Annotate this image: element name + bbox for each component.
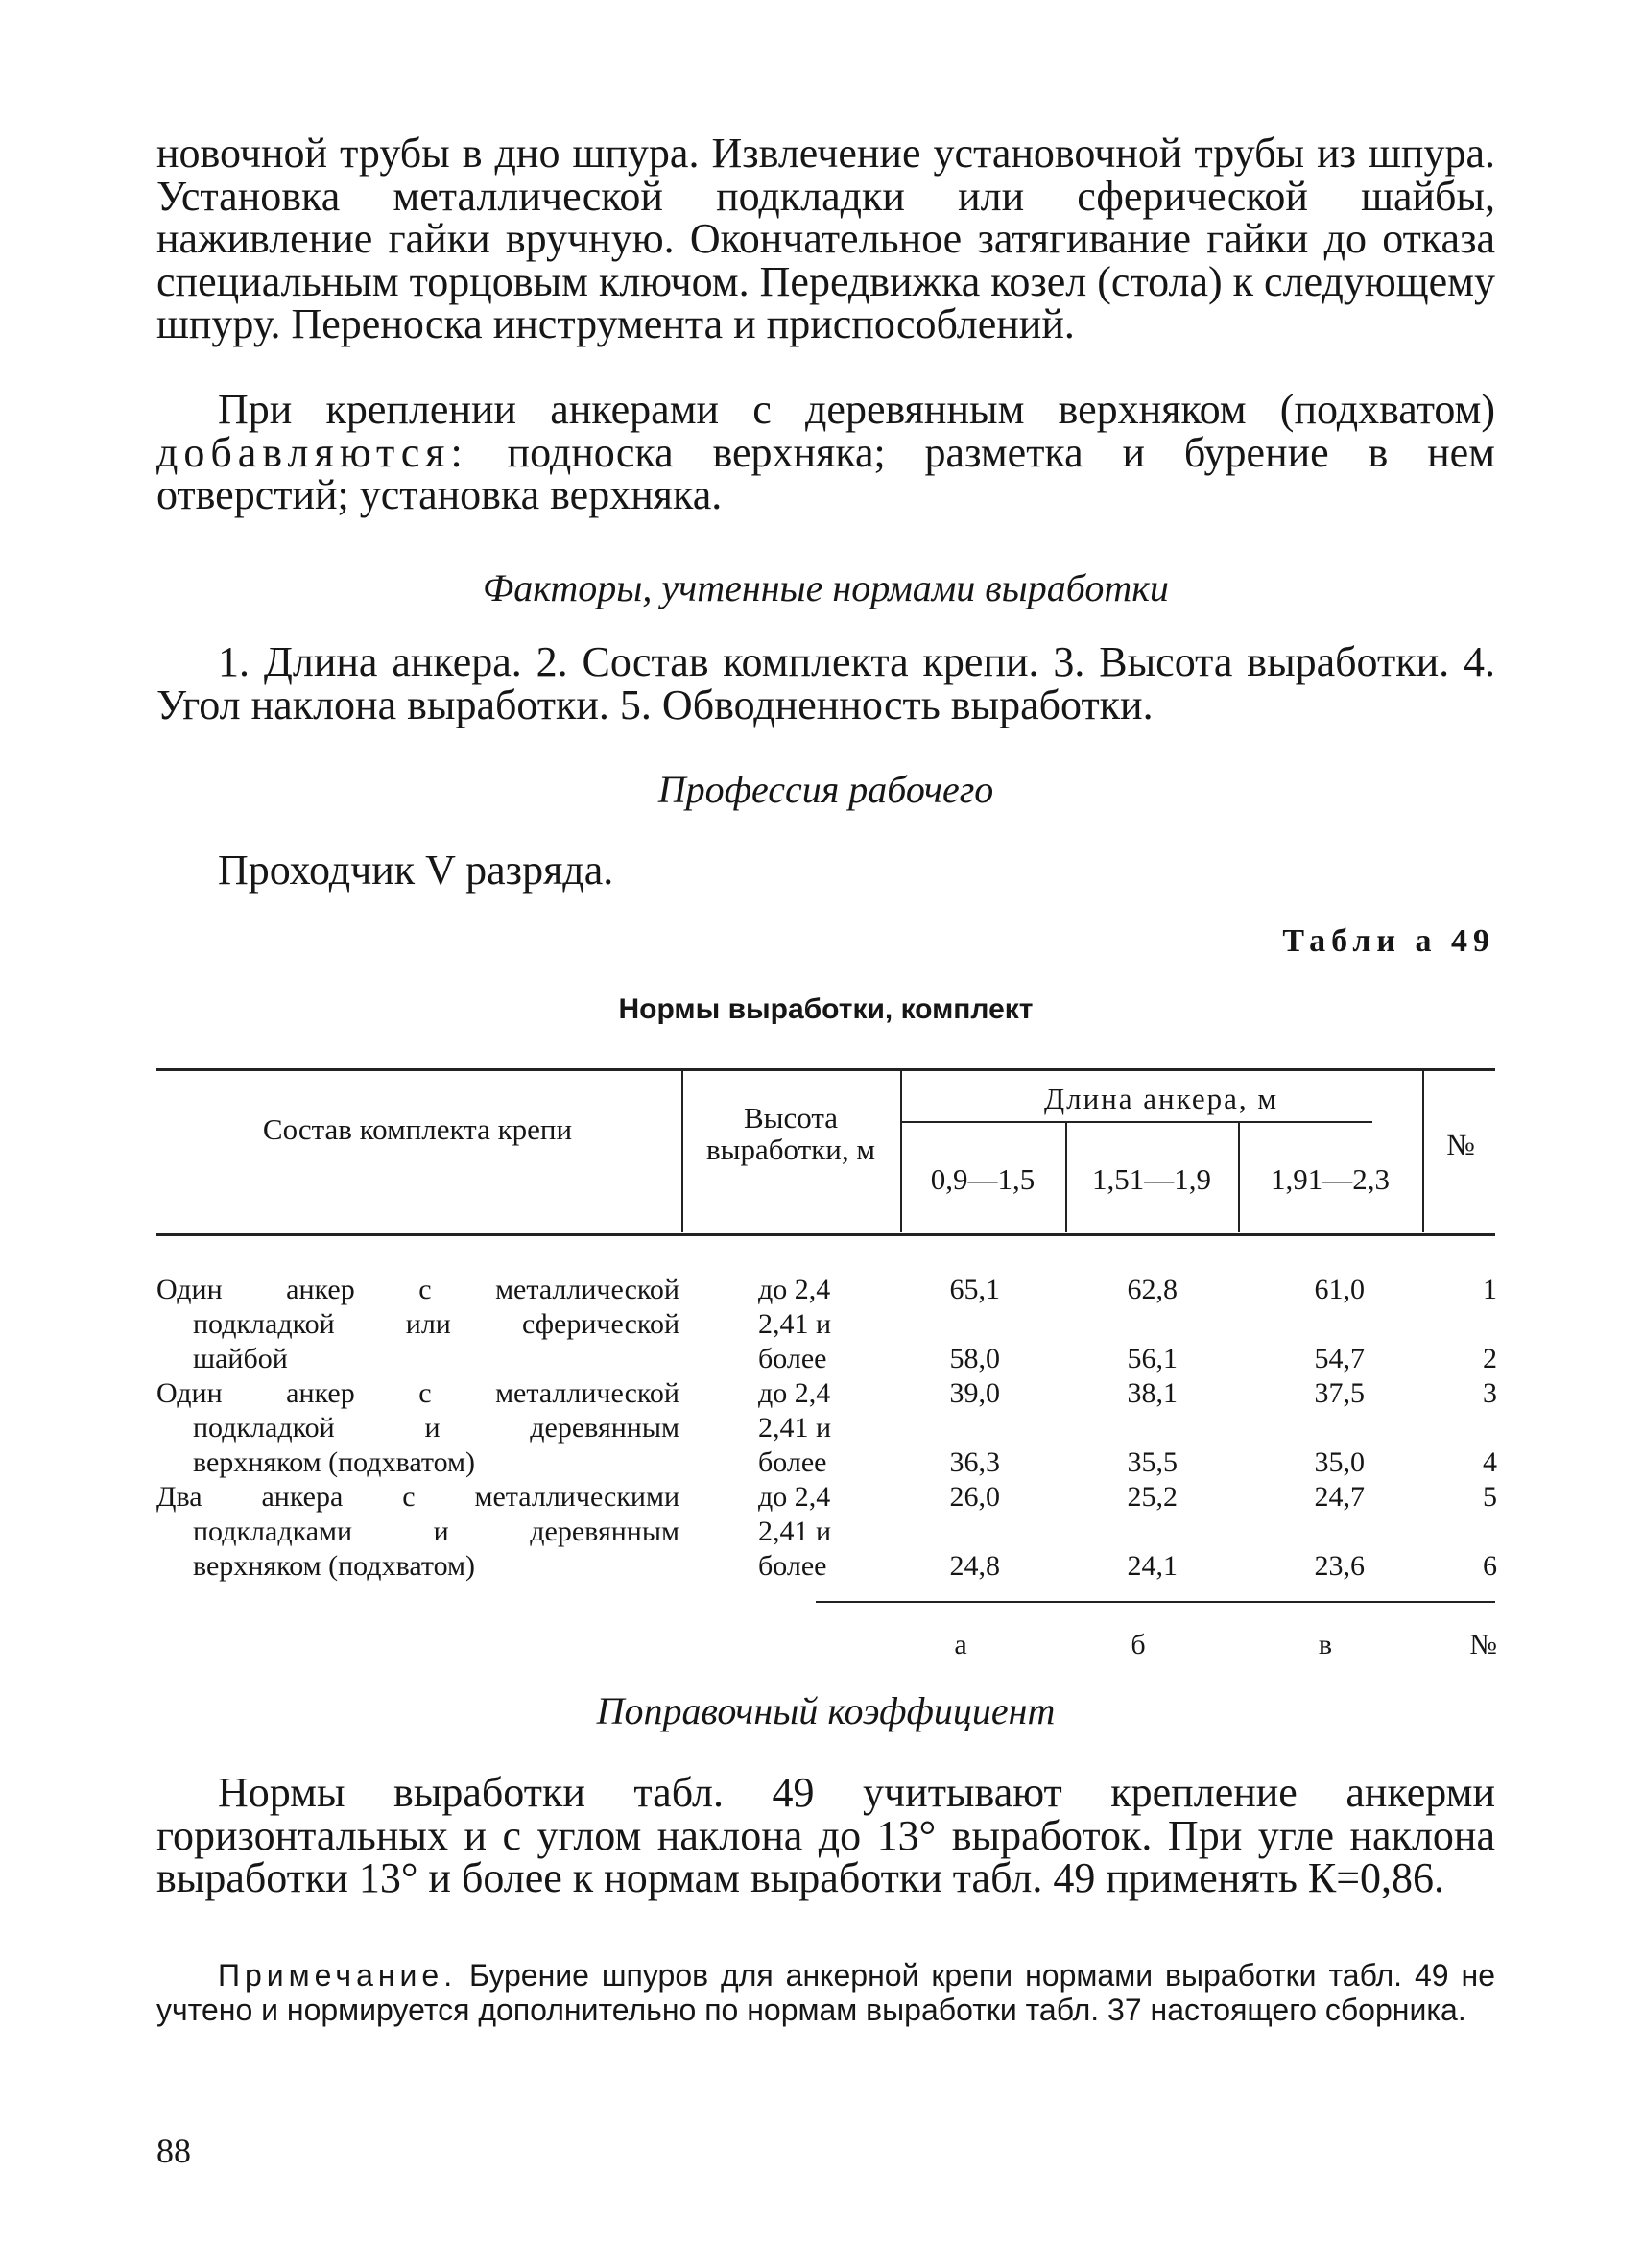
group-2-heights [758, 1376, 873, 1480]
group-1-height-3: более [758, 1343, 827, 1374]
footer-col-b: б [1131, 1629, 1146, 1660]
profession-text: Проходчик V разряда. [218, 847, 614, 894]
header-anchor-length: Длина анкера, м [1043, 1082, 1279, 1115]
paragraph-1-text: новочной трубы в дно шпура. Извлечение установочной трубы из шпура. Установка металлической подкладки или сферической шайбы, наживление гайки вручную. Окончательное затягивание гайки до отказа специальным торцовым ключом. Передвижка козел (стола) к следующему шпуру. Переноска инструмента и приспособлений. [156, 130, 1495, 347]
table-footer-rule [816, 1601, 1495, 1603]
paragraph-2-spaced: добавляются: [156, 428, 468, 476]
row-5-col-b: 25,2 [1127, 1481, 1178, 1513]
paragraph-2-text [156, 386, 1495, 518]
factors-heading: Факторы, учтенные нормами выработки [483, 566, 1169, 609]
row-2-col-c: 54,7 [1314, 1343, 1365, 1374]
group-1-heights [758, 1273, 873, 1376]
group-2-line-2: подкладкой и деревянным [193, 1412, 679, 1444]
row-5-col-a: 26,0 [949, 1481, 1000, 1513]
row-5-number: 5 [1483, 1481, 1497, 1513]
row-2-col-a: 58,0 [949, 1343, 1000, 1374]
group-1-line-3: шайбой [193, 1343, 288, 1374]
group-3-height-2: 2,41 и [758, 1516, 832, 1547]
row-2-number: 2 [1483, 1343, 1497, 1374]
note-block [156, 1958, 1495, 2027]
header-col-c: 1,91—2,3 [1271, 1162, 1390, 1196]
header-col-a: 0,9—1,5 [930, 1162, 1036, 1196]
group-2-height-2: 2,41 и [758, 1412, 832, 1444]
group-1-description [156, 1273, 679, 1376]
table-header-bottom-rule [156, 1233, 1495, 1236]
group-1-line-1: Один анкер с металлической [156, 1274, 679, 1305]
group-3-heights [758, 1480, 873, 1584]
page-number: 88 [156, 2132, 191, 2170]
profession-block [156, 849, 1495, 893]
note-text [156, 1958, 1495, 2027]
factors-text: 1. Длина анкера. 2. Состав комплекта крепи. 3. Высота выработки. 4. Угол наклона выработки. 5. Обводненность выработки. [156, 638, 1495, 728]
group-1-height-1: до 2,4 [758, 1274, 831, 1305]
group-2-line-1: Один анкер с металлической [156, 1377, 679, 1409]
table-top-rule [156, 1068, 1495, 1071]
row-1-col-b: 62,8 [1127, 1274, 1178, 1305]
row-3-col-c: 37,5 [1314, 1377, 1365, 1409]
paragraph-2-end: подноска верхняка; разметка и бурение в нем отверстий; установка верхняка. [156, 428, 1495, 518]
paragraph-2 [156, 386, 1495, 518]
paragraph-1 [156, 132, 1495, 346]
row-1-col-a: 65,1 [949, 1274, 1000, 1305]
row-4-col-c: 35,0 [1314, 1446, 1365, 1478]
row-6-number: 6 [1483, 1550, 1497, 1582]
row-3-col-b: 38,1 [1127, 1377, 1178, 1409]
table-label: Табли а 49 [1282, 923, 1495, 959]
profession-heading: Профессия рабочего [657, 768, 994, 811]
group-3-description [156, 1480, 679, 1584]
group-3-height-1: до 2,4 [758, 1481, 831, 1513]
group-1-height-2: 2,41 и [758, 1308, 832, 1340]
row-1-number: 1 [1483, 1274, 1497, 1305]
row-3-col-a: 39,0 [949, 1377, 1000, 1409]
table-title: Нормы выработки, комплект [618, 993, 1034, 1025]
row-5-col-c: 24,7 [1314, 1481, 1365, 1513]
group-3-line-1: Два анкера с металлическими [156, 1481, 679, 1513]
factors-block [156, 638, 1495, 728]
note-body: Бурение шпуров для анкерной крепи нормами выработки табл. 49 не учтено и нормируется дополнительно по нормам выработки табл. 37 настоящего сборника. [156, 1958, 1495, 2027]
row-4-number: 4 [1483, 1446, 1497, 1478]
row-1-col-c: 61,0 [1314, 1274, 1365, 1305]
correction-block [156, 1769, 1495, 1901]
row-6-col-c: 23,6 [1314, 1550, 1365, 1582]
correction-heading: Поправочный коэффициент [596, 1689, 1056, 1732]
row-3-number: 3 [1483, 1377, 1497, 1409]
paragraph-2-start: При креплении анкерами с деревянным верхняком (подхватом) [218, 386, 1495, 433]
header-num: № [1446, 1128, 1475, 1161]
header-composition: Состав комплекта крепи [262, 1112, 573, 1146]
row-2-col-b: 56,1 [1127, 1343, 1178, 1374]
group-2-description [156, 1376, 679, 1480]
header-height: Высота выработки, м [706, 1101, 875, 1166]
footer-num: № [1469, 1629, 1497, 1660]
group-2-line-3: верхняком (подхватом) [193, 1446, 475, 1478]
group-3-line-2: подкладками и деревянным [193, 1516, 679, 1547]
row-4-col-b: 35,5 [1127, 1446, 1178, 1478]
anchor-length-rule [902, 1121, 1372, 1123]
row-6-col-a: 24,8 [949, 1550, 1000, 1582]
footer-col-a: а [954, 1629, 967, 1660]
row-6-col-b: 24,1 [1127, 1550, 1178, 1582]
group-3-line-3: верхняком (подхватом) [193, 1550, 475, 1582]
group-2-height-1: до 2,4 [758, 1377, 831, 1409]
note-label: Примечание. [218, 1958, 458, 1993]
correction-text: Нормы выработки табл. 49 учитывают крепление анкерми горизонтальных и с углом наклона до 13° выработок. При угле наклона выработки 13° и более к нормам выработки табл. 49 применять К=0,86. [156, 1769, 1495, 1901]
group-1-line-2: подкладкой или сферической [193, 1308, 679, 1340]
group-3-height-3: более [758, 1550, 827, 1582]
group-2-height-3: более [758, 1446, 827, 1478]
row-4-col-a: 36,3 [949, 1446, 1000, 1478]
footer-col-c: в [1318, 1629, 1333, 1660]
header-col-b: 1,51—1,9 [1092, 1162, 1211, 1196]
